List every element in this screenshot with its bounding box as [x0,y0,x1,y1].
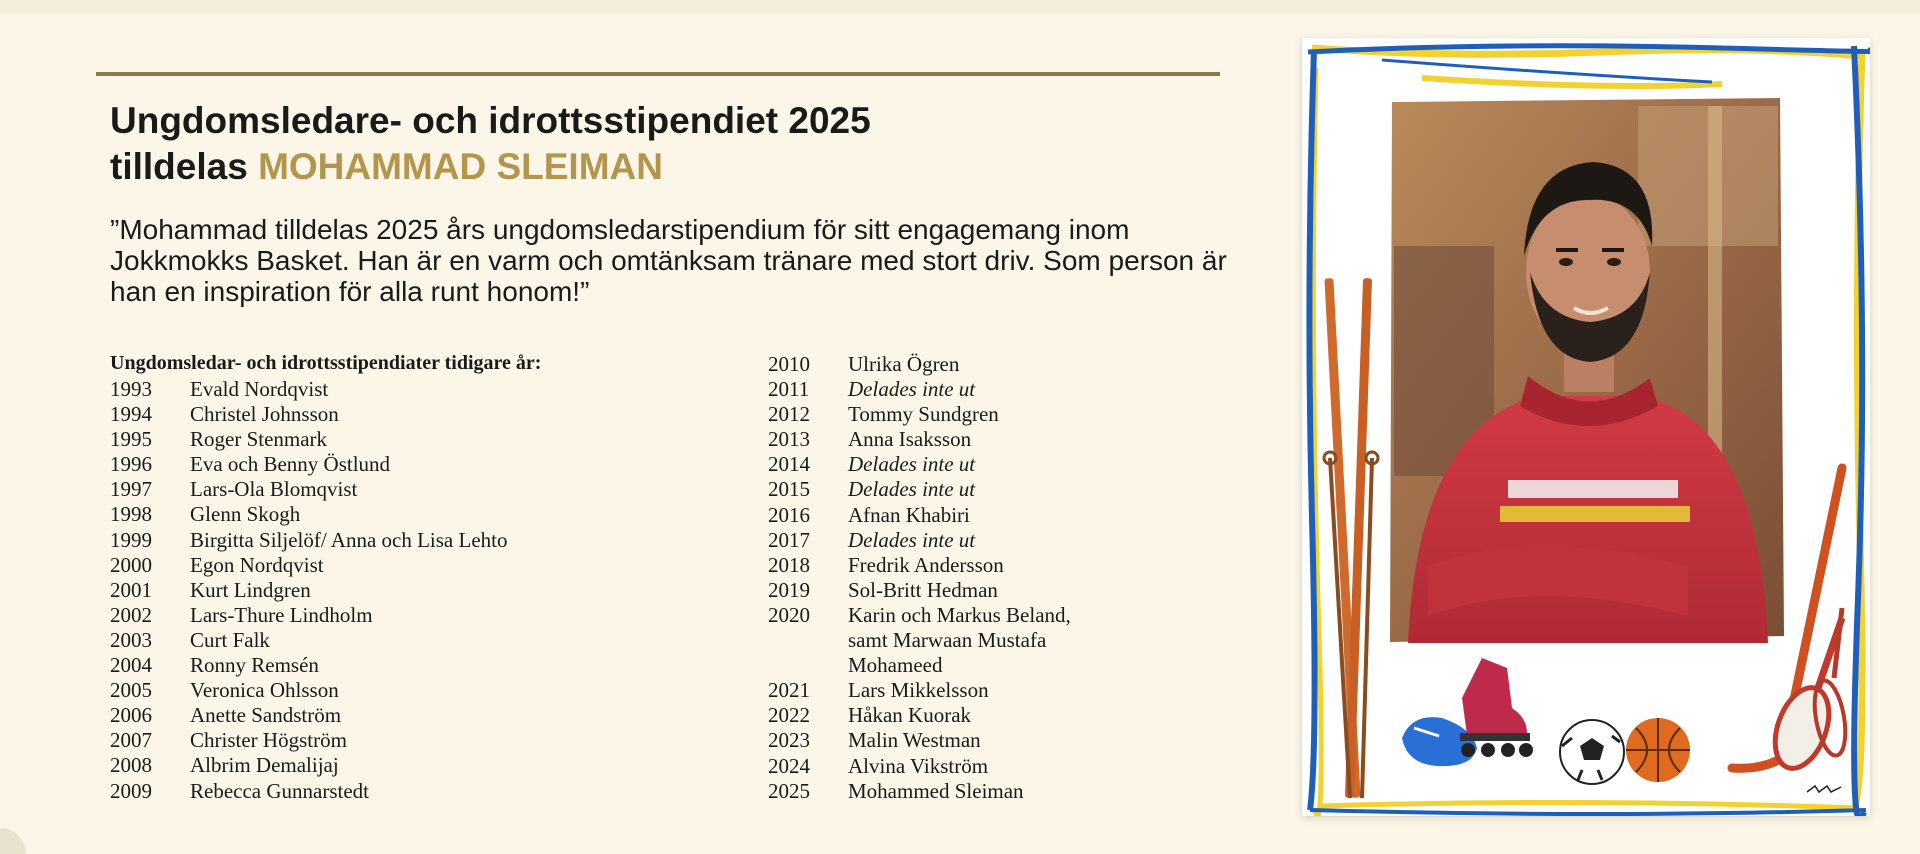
recipient-name-entry: Eva och Benny Östlund [190,452,391,477]
recipient-year [768,628,848,653]
recipient-name-entry: Glenn Skogh [190,502,301,527]
recipient-name-entry: Mohammed Sleiman [848,778,1024,803]
title-prefix: tilldelas [110,146,259,187]
gold-divider [96,72,1220,76]
recipient-year: 1995 [110,427,152,452]
recipient-row [110,628,507,653]
recipient-name-entry: Delades inte ut [848,477,976,502]
basketball-icon [1626,718,1690,782]
recipient-name-entry: Lars-Ola Blomqvist [190,477,358,502]
title-line-1: Ungdomsledare- och idrottsstipendiet 2025 [110,100,871,141]
page-title [110,98,1110,190]
recipient-year: 2015 [768,477,810,502]
recipient-year: 2002 [110,602,152,627]
recipient-year [768,653,848,678]
recipient-name-entry: Alvina Vikström [848,753,989,778]
recipient-year: 2008 [110,753,152,778]
recipient-name-entry: Fredrik Andersson [848,552,1004,577]
recipient-row [110,703,507,728]
recipient-row [110,528,507,553]
recipient-name-entry: Egon Nordqvist [190,552,324,577]
portrait-photo [1388,96,1785,643]
recipient-row [110,477,507,502]
recipient-year: 2018 [768,552,810,577]
recipient-name-entry: Kurt Lindgren [190,577,311,602]
recipient-row [110,753,507,778]
recipient-row [768,427,1071,452]
recipient-row [768,779,1071,804]
recipient-year: 2011 [768,377,810,402]
recipient-name-entry: Lars Mikkelsson [848,678,989,703]
recipient-row [768,678,1071,703]
recipient-name-entry: Håkan Kuorak [848,703,972,728]
artist-signature [1807,786,1841,792]
recipient-row [768,578,1071,603]
recipient-row [110,427,507,452]
recipient-row [110,578,507,603]
recipient-name-entry: Delades inte ut [848,452,976,477]
recipient-row [110,377,507,402]
recipient-name-entry: Lars-Thure Lindholm [190,602,373,627]
recipient-row [110,452,507,477]
recipient-year: 2021 [768,678,810,703]
recipient-name-entry: Curt Falk [190,627,270,652]
recipient-year: 2025 [768,778,810,803]
recipient-row [110,603,507,628]
recipient-row [110,678,507,703]
recipient-row [768,528,1071,553]
recipient-year: 2004 [110,653,152,678]
recipient-name: MOHAMMAD SLEIMAN [258,146,663,187]
recipient-year: 1998 [110,502,152,527]
recipient-name-entry: Mohameed [848,653,943,678]
recipient-year: 2016 [768,502,810,527]
recipient-name-entry: Karin och Markus Beland, [848,602,1071,627]
top-strip [0,0,1920,14]
recipient-row [110,553,507,578]
recipient-name-entry: Delades inte ut [848,527,976,552]
recipient-row [768,754,1071,779]
recipient-name-entry: Tommy Sundgren [848,402,999,427]
recipient-row [768,503,1071,528]
recipient-row [110,728,507,753]
recipient-year: 1999 [110,527,152,552]
recipient-name-entry: Albrim Demalijaj [190,753,339,778]
recipient-name-entry: Rebecca Gunnarstedt [190,778,370,803]
recipient-year: 2017 [768,527,810,552]
recipient-row [768,628,1071,653]
recipient-row [768,603,1071,628]
recipient-name-entry: Anette Sandström [190,703,342,728]
recipient-year: 2009 [110,778,152,803]
award-quote: ”Mohammad tilldelas 2025 års ungdomsledarstipendium för sitt engagemang inom Jokkmokks Basket. Han är en varm och omtänksam tränare med stort driv. Som person är han en inspiration för alla runt honom!” [110,214,1227,307]
recipient-name-entry: Birgitta Siljelöf/ Anna och Lisa Lehto [190,527,508,552]
recipient-row [110,402,507,427]
recipient-year: 2023 [768,728,810,753]
recipient-row [768,402,1071,427]
title-line-2 [110,144,1110,190]
recipient-year: 2000 [110,552,152,577]
previous-recipients-heading: Ungdomsledar- och idrottsstipendiater tidigare år: [110,352,542,374]
recipient-year: 2014 [768,452,810,477]
recipient-row [768,553,1071,578]
recipient-name-entry: samt Marwaan Mustafa [848,628,1047,653]
recipient-row [768,452,1071,477]
recipient-name-entry: Christer Högström [190,728,347,753]
recipient-year: 1997 [110,477,152,502]
recipient-name-entry: Sol-Britt Hedman [848,577,998,602]
recipient-row [110,779,507,804]
recipient-year: 2019 [768,577,810,602]
recipient-name-entry: Evald Nordqvist [190,377,329,401]
recipient-row [768,477,1071,502]
recipient-row [768,728,1071,753]
recipient-year: 2013 [768,427,810,452]
recipient-name-entry: Malin Westman [848,728,981,753]
recipient-row [768,377,1071,402]
recipient-year: 2024 [768,753,810,778]
recipient-name-entry: Christel Johnsson [190,402,339,427]
recipient-year: 2006 [110,703,152,728]
recipient-row [768,703,1071,728]
recipient-year: 1996 [110,452,152,477]
recipient-name-entry: Ronny Remsén [190,653,319,678]
recipients-column-2 [768,352,1071,804]
recipient-row [768,352,1071,377]
soccer-ball-icon [1560,720,1624,784]
recipient-year: 2010 [768,352,810,376]
recipient-year: 2020 [768,602,810,627]
recipient-name-entry: Anna Isaksson [848,427,972,452]
recipient-row [110,653,507,678]
recipient-year: 1994 [110,402,152,427]
recipient-name-entry: Delades inte ut [848,377,976,402]
recipient-name-entry: Afnan Khabiri [848,502,970,527]
recipient-name-entry: Roger Stenmark [190,427,328,452]
recipient-year: 2005 [110,678,152,703]
recipient-year: 1993 [110,377,152,401]
recipient-name-entry: Ulrika Ögren [848,352,960,376]
recipient-year: 2001 [110,577,152,602]
page-corner [0,828,26,854]
recipient-year: 2012 [768,402,810,427]
recipient-row [110,502,507,527]
recipient-year: 2007 [110,728,152,753]
recipient-row [768,653,1071,678]
recipient-name-entry: Veronica Ohlsson [190,678,339,703]
skis-icon [1324,278,1378,798]
recipient-year: 2022 [768,703,810,728]
recipients-column-1 [110,377,507,804]
recipient-year: 2003 [110,627,152,652]
